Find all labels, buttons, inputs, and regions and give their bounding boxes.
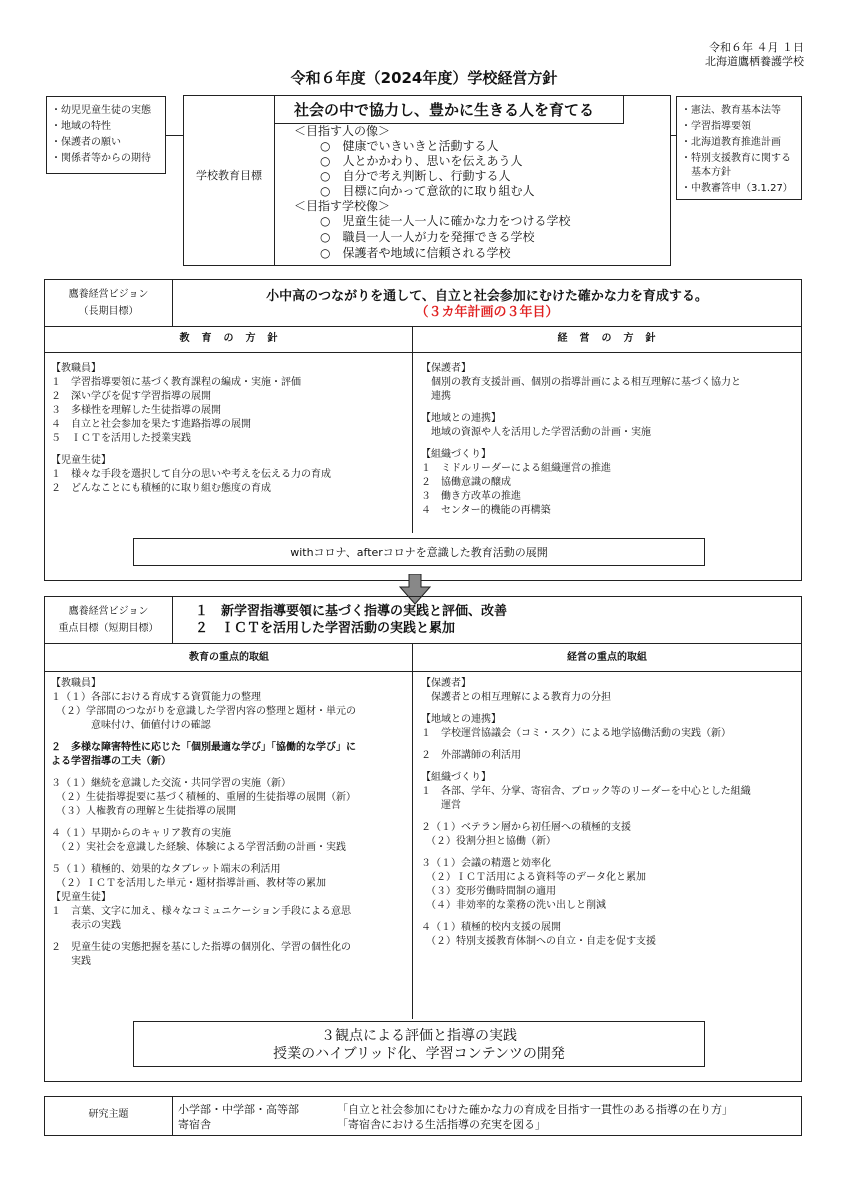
policy-column-divider <box>412 326 413 533</box>
list-item: ５（１）積極的、効果的なタブレット端末の利活用 <box>51 864 281 875</box>
vision-long-label-1: 鷹養経営ビジョン <box>68 289 149 300</box>
evaluation-banner <box>133 1021 705 1067</box>
left-box-item: ・幼児児童生徒の実態 <box>51 105 151 116</box>
focus-section <box>44 596 802 1082</box>
list-item: ２ 多様な障害特性に応じた「個別最適な学び」「協働的な学び」に <box>51 742 356 753</box>
list-item: 【地域との連携】 <box>421 413 501 424</box>
vision-short-label-2: 重点目標（短期目標） <box>58 623 159 634</box>
goal-main: 社会の中で協力し、豊かに生きる人を育てる <box>294 101 595 119</box>
list-item: 【組織づくり】 <box>421 449 491 460</box>
list-item: 連携 <box>421 391 451 402</box>
school-item: ○ 職員一人一人が力を発揮できる学校 <box>320 230 535 244</box>
covid-banner <box>133 538 705 566</box>
list-spacer <box>51 769 409 777</box>
list-item: 【児童生徒】 <box>51 455 111 466</box>
list-item: 【教職員】 <box>51 678 101 689</box>
list-item: （２）役割分担と協働（新） <box>421 836 556 847</box>
left-box-item: ・関係者等からの期待 <box>51 153 151 164</box>
school-heading: ＜目指す学校像＞ <box>294 199 391 213</box>
list-item: よる学習指導の工夫（新） <box>51 756 171 767</box>
evaluation-line-2: 授業のハイブリッド化、学習コンテンツの開発 <box>273 1046 565 1062</box>
list-spacer <box>421 913 795 921</box>
vision-short-label-1: 鷹養経営ビジョン <box>68 606 149 617</box>
focus-top-rule <box>45 643 801 644</box>
list-item: 【児童生徒】 <box>51 892 111 903</box>
research-who-2: 寄宿舎 <box>178 1118 211 1131</box>
school-item: ○ 保護者や地域に信頼される学校 <box>320 246 511 260</box>
list-spacer <box>51 819 409 827</box>
list-item: 【地域との連携】 <box>421 714 501 725</box>
list-item: ２ 協働意識の醸成 <box>421 477 511 488</box>
list-item: （２）ＩＣＴを活用した単元・題材指導計画、教材等の累加 <box>51 878 326 889</box>
list-item: 運営 <box>421 800 461 811</box>
vision-long-main: 小中高のつながりを通して、自立と社会参加にむけた確かな力を育成する。 <box>266 289 708 304</box>
right-box-item: ・特別支援教育に関する <box>681 153 791 164</box>
edu-focus-header: 教育の重点的取組 <box>189 652 269 663</box>
left-context-box <box>46 96 166 174</box>
list-item: （２）ＩＣＴ活用による資料等のデータ化と累加 <box>421 872 646 883</box>
list-item: １ 言葉、文字に加え、様々なコミュニケーション手段による意思 <box>51 906 351 917</box>
list-item: １ 様々な手段を選択して自分の思いや考えを伝える力の育成 <box>51 469 331 480</box>
list-item: １ 各部、学年、分掌、寄宿舎、ブロック等のリーダーを中心とした組織 <box>421 786 751 797</box>
person-item: ○ 人とかかわり、思いを伝えあう人 <box>320 154 523 168</box>
covid-banner-text: withコロナ、afterコロナを意識した教育活動の展開 <box>290 546 548 559</box>
list-spacer <box>51 855 409 863</box>
research-label: 研究主題 <box>88 1109 129 1120</box>
edu-policy-header: 教 育 の 方 針 <box>179 333 279 344</box>
list-item: 【保護者】 <box>421 363 471 374</box>
list-item: 地域の資源や人を活用した学習活動の計画・実施 <box>421 427 651 438</box>
research-divider <box>172 1097 173 1135</box>
person-heading: ＜目指す人の像＞ <box>294 124 391 138</box>
list-spacer <box>51 933 409 941</box>
list-spacer <box>51 733 409 741</box>
school-item: ○ 児童生徒一人一人に確かな力をつける学校 <box>320 214 571 228</box>
list-item: １（１）各部における育成する資質能力の整理 <box>51 692 261 703</box>
research-theme-2: 「寄宿舎における生活指導の充実を図る」 <box>337 1118 546 1131</box>
list-spacer <box>421 763 795 771</box>
right-box-item: ・中教審答申（3.1.27） <box>681 183 793 194</box>
list-item: ４ センター的機能の再構築 <box>421 505 551 516</box>
research-who-1: 小学部・中学部・高等部 <box>178 1103 299 1116</box>
mgmt-policy-list <box>421 362 795 518</box>
goal-label: 学校教育目標 <box>196 169 262 182</box>
list-item: 意味付け、価値付けの確認 <box>51 720 211 731</box>
list-item: ２（１）ベテラン層から初任層への積極的支援 <box>421 822 631 833</box>
list-item: 実践 <box>51 956 91 967</box>
list-spacer <box>421 705 795 713</box>
mgmt-focus-list <box>421 677 795 949</box>
right-box-item: ・北海道教育推進計画 <box>681 137 781 148</box>
school-goal-box <box>183 95 671 266</box>
school-name: 北海道鷹栖養護学校 <box>705 55 804 68</box>
list-item: １ ミドルリーダーによる組織運営の推進 <box>421 463 611 474</box>
research-theme-1: 「自立と社会参加にむけた確かな力の育成を目指す一貫性のある指導の在り方」 <box>337 1103 733 1116</box>
research-section <box>44 1096 802 1136</box>
list-item: １ 学習指導要領に基づく教育課程の編成・実施・評価 <box>51 377 301 388</box>
person-item: ○ 健康でいきいきと活動する人 <box>320 139 499 153</box>
page-title: 令和６年度（2024年度）学校経営方針 <box>290 69 558 87</box>
evaluation-line-1: ３観点による評価と指導の実践 <box>321 1028 517 1044</box>
right-box-item: 基本方針 <box>681 167 731 178</box>
list-item: （３）人権教育の理解と生徒指導の展開 <box>51 806 236 817</box>
vision-long-label <box>45 288 172 319</box>
person-item: ○ 自分で考え判断し、行動する人 <box>320 169 511 183</box>
short-label-divider <box>172 597 173 643</box>
right-context-box <box>676 96 802 200</box>
list-item: 表示の実践 <box>51 920 121 931</box>
policy-section <box>44 279 802 581</box>
list-item: ２ 外部講師の利活用 <box>421 750 521 761</box>
list-spacer <box>421 741 795 749</box>
list-item: （２）実社会を意識した経験、体験による学習活動の計画・実践 <box>51 842 346 853</box>
list-spacer <box>421 849 795 857</box>
person-item: ○ 目標に向かって意欲的に取り組む人 <box>320 184 535 198</box>
list-item: ２ どんなことにも積極的に取り組む態度の育成 <box>51 483 271 494</box>
list-item: ３ 働き方改革の推進 <box>421 491 521 502</box>
list-item: ２ 深い学びを促す学習指導の展開 <box>51 391 211 402</box>
list-item: （４）非効率的な業務の洗い出しと削減 <box>421 900 606 911</box>
document-date: 令和６年 ４月 １日 <box>709 41 804 54</box>
policy-top-rule <box>45 326 801 327</box>
mgmt-policy-header: 経 営 の 方 針 <box>557 333 657 344</box>
list-item: ４（１）早期からのキャリア教育の実施 <box>51 828 231 839</box>
list-item: ３（１）会議の精選と効率化 <box>421 858 551 869</box>
vision-short-label <box>45 605 172 636</box>
list-item: （２）生徒指導提要に基づく積極的、重層的生徒指導の展開（新） <box>51 792 356 803</box>
left-box-item: ・地域の特性 <box>51 121 111 132</box>
right-box-item: ・学習指導要領 <box>681 121 751 132</box>
list-item: 【保護者】 <box>421 678 471 689</box>
list-item: （２）学部間のつながりを意識した学習内容の整理と題材・単元の <box>51 706 356 717</box>
list-spacer <box>421 813 795 821</box>
edu-focus-list <box>51 677 409 969</box>
list-item: ３ 多様性を理解した生徒指導の展開 <box>51 405 221 416</box>
list-item: ２ 児童生徒の実態把握を基にした指導の個別化、学習の個性化の <box>51 942 351 953</box>
vision-long-label-2: （長期目標） <box>78 306 139 317</box>
focus-column-divider <box>412 643 413 1019</box>
vision-short-item: ２ ＩＣＴを活用した学習活動の実践と累加 <box>195 621 456 636</box>
edu-policy-list <box>51 362 409 496</box>
list-item: （２）特別支援教育体制への自立・自走を促す支援 <box>421 936 656 947</box>
list-item: ３（１）継続を意識した交流・共同学習の実施（新） <box>51 778 291 789</box>
connector-line <box>166 135 184 136</box>
policy-header-rule <box>45 352 801 353</box>
vision-long-sub: （３カ年計画の３年目） <box>415 305 559 320</box>
list-item: ４（１）積極的校内支援の展開 <box>421 922 561 933</box>
right-box-item: ・憲法、教育基本法等 <box>681 105 781 116</box>
vision-short-item: １ 新学習指導要領に基づく指導の実践と評価、改善 <box>195 604 508 619</box>
list-item: ４ 自立と社会参加を果たす進路指導の展開 <box>51 419 251 430</box>
list-item: １ 学校運営協議会（コミ・スク）による地学協働活動の実践（新） <box>421 728 731 739</box>
list-item: （３）変形労働時間制の適用 <box>421 886 556 897</box>
focus-header-rule <box>45 671 801 672</box>
list-spacer <box>421 404 795 412</box>
list-spacer <box>421 440 795 448</box>
list-item: 【教職員】 <box>51 363 101 374</box>
left-box-item: ・保護者の願い <box>51 137 121 148</box>
list-item: ５ ＩＣＴを活用した授業実践 <box>51 433 191 444</box>
list-item: 個別の教育支援計画、個別の指導計画による相互理解に基づく協力と <box>421 377 741 388</box>
mgmt-focus-header: 経営の重点的取組 <box>567 652 647 663</box>
list-item: 保護者との相互理解による教育力の分担 <box>421 692 611 703</box>
list-item: 【組織づくり】 <box>421 772 491 783</box>
list-spacer <box>51 446 409 454</box>
